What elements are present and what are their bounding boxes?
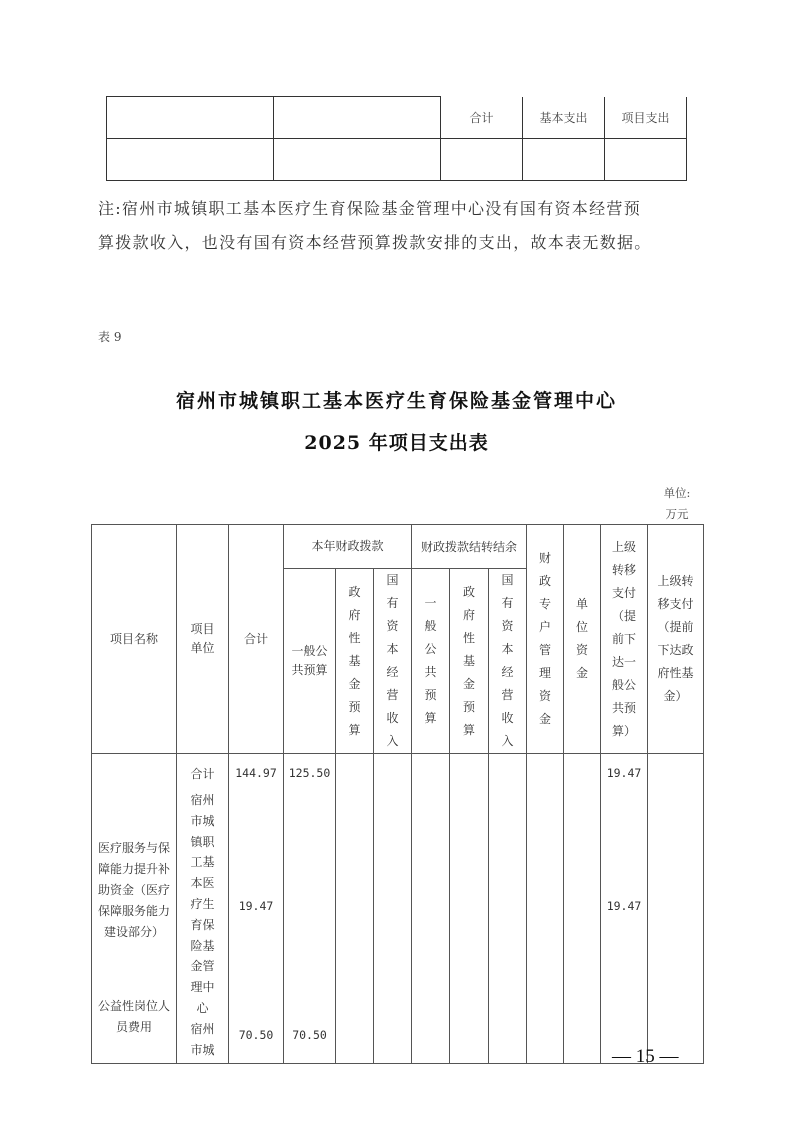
header-unit-funds-text: 单位资金 [575,597,588,680]
header-co-general-text: 一般公共预算 [424,596,437,725]
top-table-fragment [106,96,687,181]
top-table-header-total: 合计 [441,97,523,139]
header-co-gov-fund-text: 政府性基金预算 [462,584,475,737]
row-1-cy-general [284,897,335,916]
col-unit-funds [564,754,601,1064]
row-1-unit: 宿州市城镇职工基本医疗生育保险基金管理中心 [190,793,215,1015]
top-table-cell [605,139,687,181]
top-table-header-project: 项目支出 [605,97,687,139]
header-co-general [412,569,450,754]
header-co-state-capital [489,569,527,754]
header-total: 合计 [229,525,284,754]
header-cy-state-capital [374,569,412,754]
unit-label [652,483,702,525]
col-special-account [527,754,564,1064]
note-line-1: 注:宿州市城镇职工基本医疗生育保险基金管理中心没有国有资本经营预 [98,199,641,218]
row-1-total: 19.47 [238,899,274,913]
top-table-cell [523,139,605,181]
row-2-cy-general: 70.50 [292,1028,327,1042]
top-table-header-basic: 基本支出 [523,97,605,139]
row-0-unit: 合计 [190,767,215,781]
table-number: 表 9 [98,330,122,344]
row-2-project-name: 公益性岗位人员费用 [98,999,171,1034]
unit-label-2: 万元 [665,507,689,521]
col-total [229,754,284,1064]
col-cy-state-capital [374,754,412,1064]
header-co-state-capital-text: 国有资本经营收入 [501,573,514,748]
top-table-cell [274,97,441,139]
col-cy-general [284,754,336,1064]
header-special-account [527,525,564,754]
header-cy-state-capital-text: 国有资本经营收入 [386,573,399,748]
col-transfer-gov-fund [648,754,704,1064]
header-special-account-text: 财政专户管理资金 [538,551,551,726]
unit-label-1: 单位: [663,486,691,500]
row-1-project-name: 医疗服务与保障能力提升补助资金（医疗保障服务能力建设部分） [97,841,170,939]
header-transfer-general-text: 上级转移支付（提前下达一般公共预算） [611,539,636,738]
header-cy-general [284,569,336,754]
header-project-unit-text: 项目单位 [190,622,215,655]
header-cy-gov-fund-text: 政府性基金预算 [348,584,361,737]
col-project-unit [177,754,229,1064]
col-co-gov-fund [450,754,489,1064]
note-line-2: 算拨款收入，也没有国有资本经营预算拨款安排的支出，故本表无数据。 [98,233,652,252]
header-project-unit [177,525,229,754]
header-current-year-group: 本年财政拨款 [284,525,412,569]
document-subtitle: 2025 年项目支出表 [304,432,489,454]
top-table-cell [107,139,274,181]
header-carryover-group-text: 财政拨款结转结余 [421,539,518,554]
row-0-total: 144.97 [235,766,277,780]
top-table-cell [441,139,523,181]
row-2-unit: 宿州市城 [190,1021,215,1057]
document-title: 宿州市城镇职工基本医疗生育保险基金管理中心 [175,390,617,412]
col-co-general [412,754,450,1064]
col-cy-gov-fund [336,754,374,1064]
row-2-total: 70.50 [238,1028,274,1042]
note [98,192,698,260]
header-unit-funds [564,525,601,754]
row-0-cy-general: 125.50 [288,766,331,780]
row-0-transfer-general: 19.47 [606,766,642,780]
header-carryover-group [412,525,527,569]
header-co-gov-fund [450,569,489,754]
header-project-name: 项目名称 [92,525,177,754]
header-cy-general-text: 一般公共预算 [291,644,328,677]
project-expenditure-table [91,524,704,1064]
top-table-cell [274,139,441,181]
header-transfer-gov-fund-text: 上级转移支付（提前下达政府性基金） [657,574,694,703]
header-cy-gov-fund [336,569,374,754]
row-1-transfer-general: 19.47 [606,899,642,913]
page-number: — 15 — [612,1046,679,1067]
header-transfer-general [601,525,648,754]
col-transfer-general [601,754,648,1064]
col-project-name [92,754,177,1064]
top-table-cell [107,97,274,139]
col-co-state-capital [489,754,527,1064]
header-transfer-gov-fund [648,525,704,754]
